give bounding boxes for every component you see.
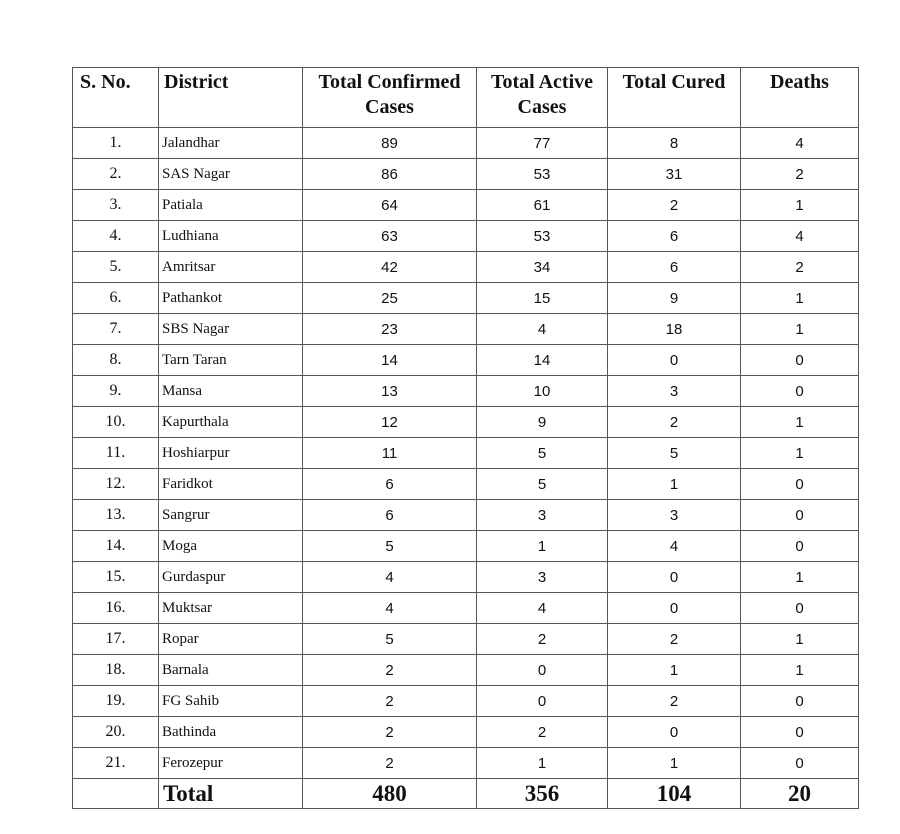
cell-district: Pathankot [159,283,303,314]
cell-deaths: 0 [741,531,859,562]
cell-total-confirmed: 4 [303,562,477,593]
table-row [73,128,859,159]
table-row [73,748,859,779]
cell-total-active: 10 [477,376,608,407]
cell-deaths: 0 [741,717,859,748]
cell-total-confirmed: 11 [303,438,477,469]
cell-total-cured: 0 [608,562,741,593]
cell-sno: 7. [73,314,159,345]
cell-total-cured: 3 [608,500,741,531]
cell-sno: 11. [73,438,159,469]
cell-total-cured: 3 [608,376,741,407]
cell-district: FG Sahib [159,686,303,717]
cell-deaths: 2 [741,159,859,190]
cell-total-cured: 4 [608,531,741,562]
cell-total-confirmed: 4 [303,593,477,624]
cell-total-confirmed: 2 [303,655,477,686]
cell-deaths: 0 [741,376,859,407]
cell-total-active: 14 [477,345,608,376]
cell-deaths: 1 [741,438,859,469]
cell-total-active: 15 [477,283,608,314]
cell-total-active: 9 [477,407,608,438]
cell-total-cured: 5 [608,438,741,469]
cell-total-cured: 2 [608,624,741,655]
cell-district: Jalandhar [159,128,303,159]
cell-total-cured: 0 [608,593,741,624]
cell-total-active: 5 [477,438,608,469]
cell-deaths: 0 [741,686,859,717]
table-footer [73,779,859,809]
cell-district: Bathinda [159,717,303,748]
cell-total-active: 2 [477,717,608,748]
cell-total-cured: 9 [608,283,741,314]
cell-total-confirmed: 89 [303,128,477,159]
table-row [73,159,859,190]
table-row [73,562,859,593]
cell-total-cured: 1 [608,655,741,686]
cell-sno: 2. [73,159,159,190]
cell-total-cured: 31 [608,159,741,190]
cell-total-active: 5 [477,469,608,500]
cell-district: Faridkot [159,469,303,500]
cell-total-active: 0 [477,655,608,686]
table-row [73,376,859,407]
cell-deaths: 1 [741,407,859,438]
table-row [73,469,859,500]
cell-district: SBS Nagar [159,314,303,345]
cell-deaths: 0 [741,345,859,376]
cell-deaths: 4 [741,128,859,159]
table-row [73,221,859,252]
cell-total-confirmed: 5 [303,531,477,562]
cell-total-active: 61 [477,190,608,221]
header-row [73,68,859,128]
cell-total-confirmed: 2 [303,717,477,748]
table-row [73,283,859,314]
cell-total-cured: 0 [608,717,741,748]
cell-total-active: 0 [477,686,608,717]
cell-total-active: 4 [477,593,608,624]
cell-deaths: 0 [741,748,859,779]
cell-total-cured: 1 [608,469,741,500]
cell-total-cured: 8 [608,128,741,159]
header-total-confirmed: Total Confirmed Cases [303,68,477,128]
cell-district: Patiala [159,190,303,221]
cell-sno: 3. [73,190,159,221]
cell-district: Barnala [159,655,303,686]
total-active: 356 [477,779,608,809]
cell-district: Gurdaspur [159,562,303,593]
cell-district: Sangrur [159,500,303,531]
cell-total-confirmed: 2 [303,748,477,779]
cell-sno: 8. [73,345,159,376]
total-row [73,779,859,809]
cell-sno: 9. [73,376,159,407]
cell-deaths: 1 [741,314,859,345]
cell-total-active: 34 [477,252,608,283]
total-confirmed: 480 [303,779,477,809]
cell-sno: 10. [73,407,159,438]
cell-deaths: 1 [741,562,859,593]
cell-sno: 16. [73,593,159,624]
total-deaths: 20 [741,779,859,809]
table-row [73,686,859,717]
table-row [73,593,859,624]
header-deaths: Deaths [741,68,859,128]
cell-total-active: 3 [477,562,608,593]
cell-total-confirmed: 12 [303,407,477,438]
cell-total-active: 4 [477,314,608,345]
cell-total-cured: 0 [608,345,741,376]
total-sno-cell [73,779,159,809]
cell-total-confirmed: 42 [303,252,477,283]
table-row [73,190,859,221]
cell-total-active: 53 [477,159,608,190]
cell-deaths: 1 [741,624,859,655]
header-sno: S. No. [73,68,159,128]
cell-total-active: 53 [477,221,608,252]
cell-total-active: 77 [477,128,608,159]
cell-total-cured: 18 [608,314,741,345]
cell-total-active: 3 [477,500,608,531]
cell-district: Ludhiana [159,221,303,252]
cell-district: Mansa [159,376,303,407]
table-row [73,717,859,748]
cell-district: Ropar [159,624,303,655]
cell-total-confirmed: 64 [303,190,477,221]
cell-total-confirmed: 23 [303,314,477,345]
cell-sno: 13. [73,500,159,531]
cell-total-cured: 6 [608,221,741,252]
cell-sno: 5. [73,252,159,283]
cell-sno: 17. [73,624,159,655]
table-row [73,252,859,283]
cell-district: Ferozepur [159,748,303,779]
cell-deaths: 0 [741,469,859,500]
cell-district: Moga [159,531,303,562]
cell-total-confirmed: 2 [303,686,477,717]
header-total-cured: Total Cured [608,68,741,128]
table-row [73,345,859,376]
table-header [73,68,859,128]
cell-total-cured: 2 [608,686,741,717]
cell-district: Amritsar [159,252,303,283]
table-body [73,128,859,779]
table-row [73,500,859,531]
cell-total-confirmed: 25 [303,283,477,314]
table-row [73,655,859,686]
header-district: District [159,68,303,128]
cell-deaths: 1 [741,190,859,221]
cell-total-cured: 1 [608,748,741,779]
cell-deaths: 0 [741,593,859,624]
cell-deaths: 0 [741,500,859,531]
cell-sno: 12. [73,469,159,500]
total-cured: 104 [608,779,741,809]
cell-total-cured: 2 [608,407,741,438]
cell-sno: 18. [73,655,159,686]
cell-sno: 1. [73,128,159,159]
cell-total-active: 1 [477,531,608,562]
cell-sno: 20. [73,717,159,748]
cell-district: Muktsar [159,593,303,624]
cell-deaths: 4 [741,221,859,252]
cell-deaths: 1 [741,283,859,314]
cell-total-confirmed: 6 [303,469,477,500]
cell-sno: 21. [73,748,159,779]
table-row [73,314,859,345]
cell-total-active: 2 [477,624,608,655]
cell-total-cured: 6 [608,252,741,283]
cell-sno: 15. [73,562,159,593]
cell-sno: 4. [73,221,159,252]
total-label: Total [159,779,303,809]
cell-deaths: 1 [741,655,859,686]
cell-district: Tarn Taran [159,345,303,376]
cell-district: Hoshiarpur [159,438,303,469]
cell-total-confirmed: 63 [303,221,477,252]
cell-total-confirmed: 13 [303,376,477,407]
cell-deaths: 2 [741,252,859,283]
table-row [73,531,859,562]
cell-total-confirmed: 14 [303,345,477,376]
cell-total-active: 1 [477,748,608,779]
cell-district: Kapurthala [159,407,303,438]
cell-district: SAS Nagar [159,159,303,190]
cell-sno: 19. [73,686,159,717]
cell-total-cured: 2 [608,190,741,221]
cell-total-confirmed: 6 [303,500,477,531]
table-row [73,407,859,438]
cell-sno: 6. [73,283,159,314]
table-row [73,624,859,655]
cell-sno: 14. [73,531,159,562]
header-total-active: Total Active Cases [477,68,608,128]
district-cases-table [72,67,859,809]
cell-total-confirmed: 86 [303,159,477,190]
cell-total-confirmed: 5 [303,624,477,655]
table-row [73,438,859,469]
